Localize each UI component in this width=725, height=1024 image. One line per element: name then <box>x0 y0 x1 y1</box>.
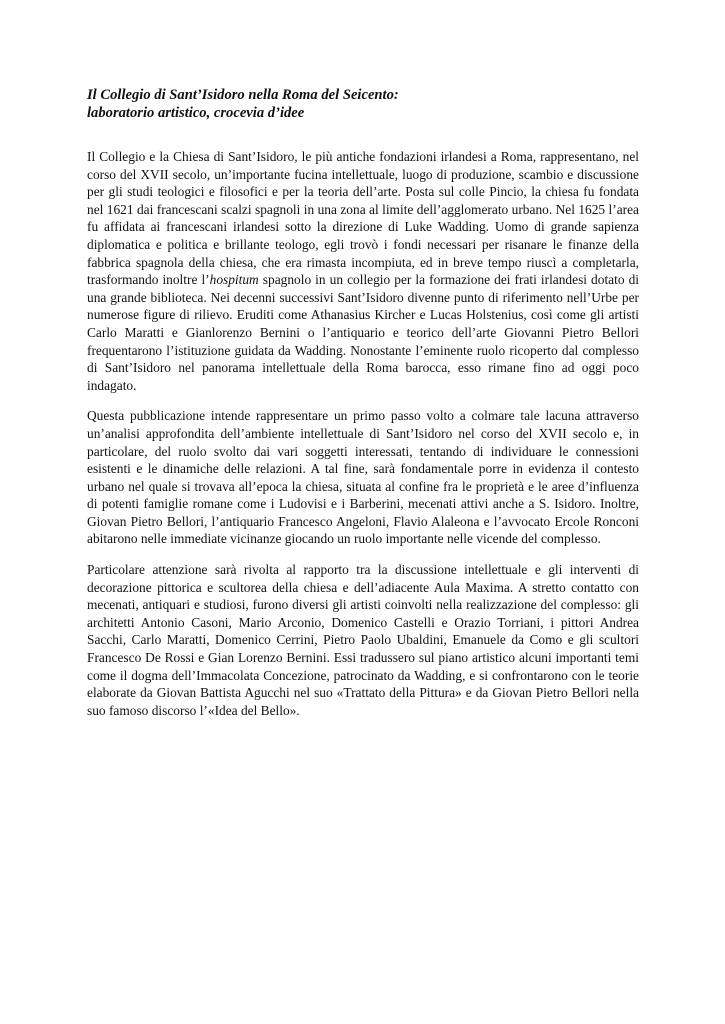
title-line-1: Il Collegio di Sant’Isidoro nella Roma del Seicento: <box>87 87 399 103</box>
paragraph-2: Questa pubblicazione intende rappresentare un primo passo volto a colmare tale lacuna attraverso un’analisi approfondita dell’ambiente intellettuale di Sant’Isidoro nel corso del XVII secolo e, in particolare, del ruolo svolto dai vari soggetti interessati, tentando di individuare le connessioni esistenti e le dinamiche delle relazioni. A tal fine, sarà fondamentale porre in evidenza il contesto urbano nel quale si trovava all’epoca la chiesa, situata al confine fra le proprietà e le aree d’influenza di potenti famiglie romane come i Ludovisi e i Barberini, mecenati attivi anche a S. Isidoro. Inoltre, Giovan Pietro Bellori, l’antiquario Francesco Angeloni, Flavio Alaleona e l’avvocato Ercole Ronconi abitarono nelle immediate vicinanze giocando un ruolo importante nelle vicende del complesso. <box>87 408 639 547</box>
paragraph-1 <box>87 148 639 394</box>
paragraph-1-part-a: Il Collegio e la Chiesa di Sant’Isidoro, le più antiche fondazioni irlandesi a Roma, rappresentano, nel corso del XVII secolo, un’importante fucina intellettuale, luogo di produzione, scambio e discussione per gli studi teologici e filosofici e per la teoria dell’arte. Posta sul colle Pincio, la chiesa fu fondata nel 1621 dai francescani scalzi spagnoli in una zona al limite dell’agglomerato urbano. Nel 1625 l’area fu affidata ai francescani irlandesi sotto la direzione di Luke Wadding. Uomo di grande sapienza diplomatica e politica e brillante teologo, egli trovò i fondi necessari per risanare le finanze della fabbrica spagnola della chiesa, che era rimasta incompiuta, ed in breve tempo riuscì a completarla, trasformando inoltre l’ <box>87 149 639 288</box>
paragraph-1-italic-term: hospitum <box>209 272 259 288</box>
paragraph-3: Particolare attenzione sarà rivolta al rapporto tra la discussione intellettuale e gli interventi di decorazione pittorica e scultorea della chiesa e dell’adiacente Aula Maxima. A stretto contatto con mecenati, antiquari e studiosi, furono diversi gli artisti coinvolti nella realizzazione del complesso: gli architetti Antonio Casoni, Mario Arconio, Domenico Castelli e Orazio Torriani, i pittori Andrea Sacchi, Carlo Maratti, Domenico Cerrini, Pietro Paolo Ubaldini, Emanuele da Como e gli scultori Francesco De Rossi e Gian Lorenzo Bernini. Essi tradussero sul piano artistico alcuni importanti temi come il dogma dell’Immacolata Concezione, patrocinato da Wadding, e si confrontarono con le teorie elaborate da Giovan Battista Agucchi nel suo «Trattato della Pittura» e da Giovan Pietro Bellori nella suo famoso discorso l’«Idea del Bello». <box>87 562 639 718</box>
document-body <box>87 148 639 732</box>
document-title <box>87 86 647 122</box>
paragraph-1-part-b: spagnolo in un collegio per la formazione dei frati irlandesi dotato di una grande biblioteca. Nei decenni successivi Sant’Isidoro divenne punto di riferimento nell’Urbe per numerose figure di rilievo. Eruditi come Athanasius Kircher e Lucas Holstenius, così come gli artisti Carlo Maratti e Gianlorenzo Bernini o l’antiquario e teorico dell’arte Giovanni Pietro Bellori frequentarono l’istituzione guidata da Wadding. Nonostante l’eminente ruolo ricoperto dal complesso di Sant’Isidoro nel panorama intellettuale della Roma barocca, esso rimane fino ad oggi poco indagato. <box>87 272 639 393</box>
title-line-2: laboratorio artistico, crocevia d’idee <box>87 105 305 121</box>
